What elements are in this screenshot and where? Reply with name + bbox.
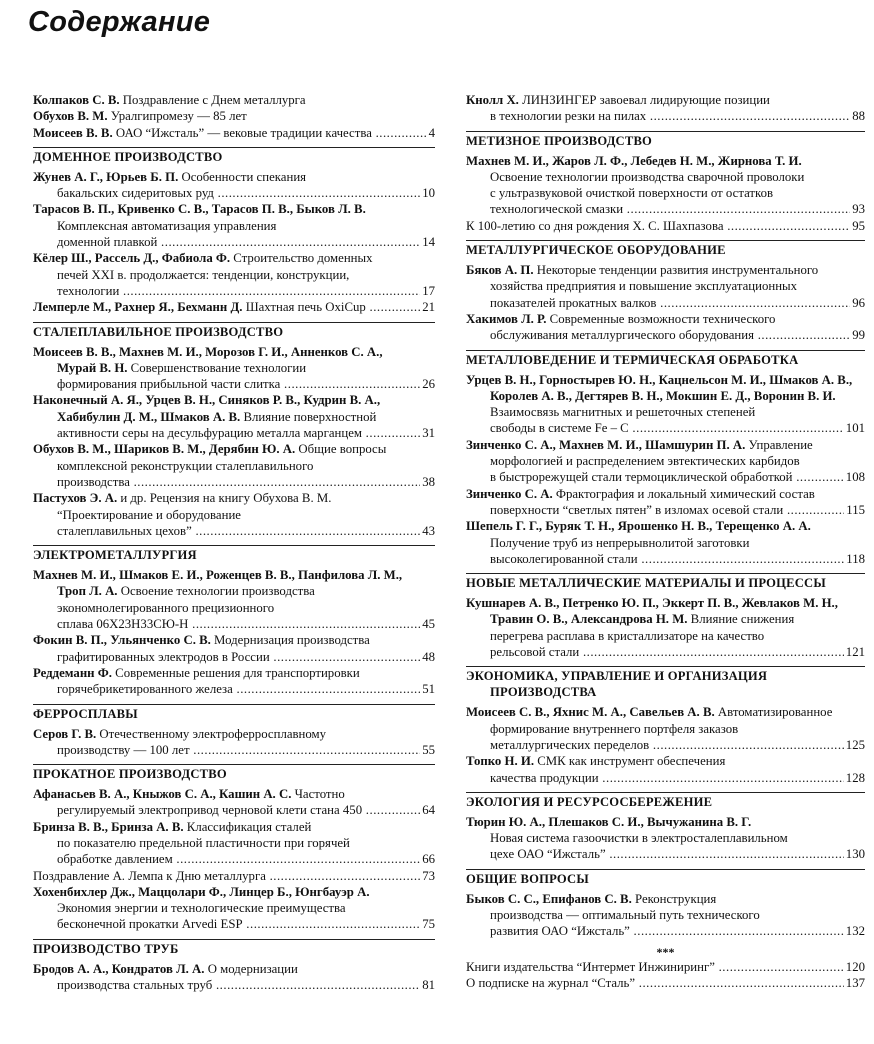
section-heading: ДОМЕННОЕ ПРОИЗВОДСТВО	[33, 149, 223, 164]
toc-line	[33, 523, 435, 539]
section-heading: ФЕРРОСПЛАВЫ	[33, 706, 138, 721]
toc-line	[466, 404, 865, 420]
toc-line	[466, 846, 865, 862]
section-heading: МЕТАЛЛОВЕДЕНИЕ И ТЕРМИЧЕСКАЯ ОБРАБОТКА	[466, 352, 799, 367]
entry-authors: Колпаков С. В.	[33, 93, 120, 107]
entry-authors: Мурай В. Н.	[57, 360, 128, 375]
entry-title: показателей прокатных валков	[490, 295, 657, 310]
entry-title: с ультразвуковой очисткой поверхности от остатков	[490, 186, 774, 201]
entry-title: формирования прибыльной части слитка	[57, 377, 281, 392]
toc-line	[33, 742, 435, 758]
toc-line	[33, 802, 435, 818]
toc-entry[interactable]	[33, 92, 435, 108]
page-number: 130	[845, 847, 865, 862]
section-divider	[466, 131, 865, 132]
entry-authors: Бяков А. П.	[466, 263, 534, 278]
entry-title: Модернизация производства	[210, 633, 370, 648]
entry-authors: Лемперле М., Рахнер Я., Бехманн Д.	[33, 300, 243, 315]
entry-title: ОАО “Ижсталь” — вековые традиции качества	[112, 125, 372, 140]
toc-line	[33, 299, 435, 315]
section-heading: ЭКОНОМИКА, УПРАВЛЕНИЕ И ОРГАНИЗАЦИЯ	[466, 669, 768, 684]
toc-entry[interactable]	[33, 108, 435, 124]
section-divider	[466, 792, 865, 793]
toc-line	[466, 420, 865, 436]
entry-authors: Реддеманн Ф.	[33, 665, 112, 680]
toc-line	[33, 490, 435, 506]
entry-authors: Тюрин Ю. А., Плешаков С. И., Вычужанина В. Г.	[466, 814, 752, 829]
toc-line	[33, 344, 435, 360]
entry-title: Книги издательства “Интермет Инжиниринг”	[466, 959, 715, 974]
toc-line	[33, 218, 435, 234]
entry-title: Совершенствование технологии	[127, 360, 307, 375]
toc-left-column	[33, 92, 435, 993]
toc-line	[466, 108, 865, 124]
toc-line	[466, 218, 865, 234]
toc-line	[466, 907, 865, 923]
section-divider	[33, 545, 435, 546]
entry-authors: Королев А. В., Дегтярев В. Н., Мокшин Е. Д., Воронин В. И.	[490, 388, 836, 403]
toc-line	[466, 437, 865, 453]
toc-right-column	[466, 92, 865, 991]
toc-entry[interactable]	[466, 311, 865, 344]
entry-authors: Фокин В. П., Ульянченко С. В.	[33, 633, 211, 648]
toc-line	[466, 770, 865, 786]
toc-entry[interactable]	[33, 786, 435, 819]
toc-line	[466, 814, 865, 830]
toc-line	[466, 830, 865, 846]
page-number: 73	[422, 868, 435, 883]
separator-stars: ***	[656, 944, 675, 959]
page-number: 10	[422, 186, 435, 201]
toc-line	[466, 704, 865, 720]
entry-authors: Травин О. В., Александрова Н. М.	[490, 612, 688, 627]
toc-entry[interactable]	[466, 704, 865, 753]
toc-entry[interactable]	[466, 262, 865, 311]
section-heading: МЕТАЛЛУРГИЧЕСКОЕ ОБОРУДОВАНИЕ	[466, 243, 726, 258]
toc-line	[33, 977, 435, 993]
toc-line	[466, 372, 865, 388]
page-number: 4	[428, 125, 435, 140]
page-number: 118	[846, 551, 865, 566]
page-number: 81	[422, 978, 435, 993]
toc-line	[33, 507, 435, 523]
entry-title: Некоторые тенденции развития инструментального	[533, 263, 819, 278]
entry-title: Управление	[745, 437, 813, 452]
entry-authors: Тарасов В. П., Кривенко С. В., Тарасов П. В., Быков Л. В.	[33, 202, 366, 217]
toc-line	[33, 900, 435, 916]
entry-title: обслуживания металлургического оборудования	[490, 328, 754, 343]
entry-title: производству — 100 лет	[57, 742, 190, 757]
toc-line	[33, 234, 435, 250]
entry-title: Строительство доменных	[230, 251, 373, 266]
entry-authors: Махнев М. И., Шмаков Е. И., Роженцев В. В., Панфилова Л. М.,	[33, 568, 403, 583]
page-number: 95	[852, 218, 865, 233]
entry-title: Освоение технологии производства сварочной проволоки	[490, 169, 805, 184]
toc-line	[466, 551, 865, 567]
entry-title: технологии	[57, 283, 120, 298]
toc-entry[interactable]	[33, 884, 435, 933]
page-number: 99	[852, 328, 865, 343]
entry-authors: Хохенбихлер Дж., Маццолари Ф., Линцер Б., Юнгбауэр А.	[33, 884, 370, 899]
entry-title: Шахтная печь OxiCup	[242, 300, 366, 315]
toc-entry[interactable]	[466, 975, 865, 991]
section-divider	[33, 322, 435, 323]
toc-line	[466, 737, 865, 753]
toc-line	[33, 632, 435, 648]
entry-title: Классификация сталей	[183, 819, 312, 834]
toc-line	[466, 595, 865, 611]
toc-line	[466, 644, 865, 660]
toc-line	[33, 835, 435, 851]
page-number: 31	[422, 426, 435, 441]
toc-line	[466, 923, 865, 939]
entry-authors: Моисеев С. В., Яхнис М. А., Савельев А. В.	[466, 705, 715, 720]
entry-authors: Шепель Г. Г., Буряк Т. Н., Ярошенко Н. В., Терещенко А. А.	[466, 519, 811, 534]
page-number: 115	[846, 502, 865, 517]
entry-title: технологической смазки	[490, 202, 624, 217]
entry-title: К 100-летию со дня рождения Х. С. Шахпазова	[466, 218, 724, 233]
entry-title: активности серы на десульфурацию металла марганцем	[57, 426, 362, 441]
entry-authors: Обухов В. М., Шариков В. М., Дерябин Ю. А.	[33, 442, 296, 457]
entry-title: сплава 06Х23Н33СЮ-Н	[57, 617, 189, 632]
toc-line	[466, 753, 865, 769]
entry-authors: Серов Г. В.	[33, 726, 97, 741]
section-divider	[466, 869, 865, 870]
toc-entry[interactable]	[33, 819, 435, 868]
entry-authors: Бринза В. В., Бринза А. В.	[33, 819, 184, 834]
toc-line	[33, 819, 435, 835]
page-number: 26	[422, 377, 435, 392]
entry-title: поверхности “светлых пятен” в изломах осевой стали	[490, 502, 784, 517]
entry-authors: Быков С. С., Епифанов С. В.	[466, 891, 632, 906]
entry-title: ЛИНЗИНГЕР завоевал лидирующие позиции	[518, 93, 770, 107]
toc-entry[interactable]	[466, 92, 865, 125]
entry-authors: Кушнарев А. В., Петренко Ю. П., Эккерт П. В., Жевлаков М. Н.,	[466, 596, 838, 611]
toc-line	[33, 360, 435, 376]
toc-entry[interactable]	[33, 632, 435, 665]
toc-line	[33, 961, 435, 977]
entry-authors: Наконечный А. Я., Урцев В. Н., Синяков Р. В., Кудрин В. А.,	[33, 393, 381, 408]
entry-title: Современные решения для транспортировки	[111, 665, 360, 680]
toc-line	[466, 388, 865, 404]
toc-entry[interactable]	[33, 868, 435, 884]
entry-authors: Моисеев В. В., Махнев М. И., Морозов Г. И., Анненков С. А.,	[33, 344, 383, 359]
toc-line	[33, 458, 435, 474]
toc-line	[466, 486, 865, 502]
entry-title: Уралгипромезу — 85 лет	[107, 109, 247, 124]
entry-authors: Топко Н. И.	[466, 754, 535, 769]
entry-title: Особенности спекания	[178, 169, 307, 184]
toc-line	[466, 295, 865, 311]
toc-entry[interactable]	[466, 814, 865, 863]
entry-title: высоколегированной стали	[490, 551, 638, 566]
toc-line	[466, 262, 865, 278]
toc-line	[33, 916, 435, 932]
toc-line	[33, 92, 435, 108]
toc-entry[interactable]	[466, 518, 865, 567]
toc-line	[466, 502, 865, 518]
entry-title: производства	[57, 474, 130, 489]
toc-line	[33, 250, 435, 266]
toc-line	[33, 786, 435, 802]
toc-entry[interactable]	[466, 753, 865, 786]
entry-title: и др. Рецензия на книгу Обухова В. М.	[117, 491, 332, 506]
page-number: 125	[845, 737, 865, 752]
toc-line	[466, 959, 865, 975]
toc-entry[interactable]	[33, 299, 435, 315]
page-number: 75	[422, 917, 435, 932]
entry-title: печей XXI в. продолжается: тенденции, конструкции,	[57, 267, 350, 282]
entry-authors: Афанасьев В. А., Кныжов С. А., Кашин А. С.	[33, 787, 292, 802]
entry-title: Влияние поверхностной	[240, 409, 377, 424]
entry-title: перегрева расплава в кристаллизаторе на качество	[490, 628, 765, 643]
page-number: 48	[422, 649, 435, 664]
section-heading: ОБЩИЕ ВОПРОСЫ	[466, 871, 589, 886]
entry-title: бесконечной прокатки Arvedi ESP	[57, 917, 243, 932]
toc-line	[33, 649, 435, 665]
toc-entry[interactable]	[33, 250, 435, 299]
toc-entry[interactable]	[33, 392, 435, 441]
entry-title: хозяйства предприятия и повышение эксплуатационных	[490, 279, 798, 294]
toc-line	[466, 721, 865, 737]
toc-line	[466, 469, 865, 485]
entry-authors: Бродов А. А., Кондратов Л. А.	[33, 961, 205, 976]
entry-title: качества продукции	[490, 770, 599, 785]
toc-entry[interactable]	[33, 490, 435, 539]
section-divider	[466, 240, 865, 241]
entry-title: Влияние снижения	[687, 612, 795, 627]
toc-line	[33, 392, 435, 408]
toc-entry[interactable]	[33, 169, 435, 202]
entry-title: бакальских сидеритовых руд	[57, 186, 214, 201]
entry-title: комплексной реконструкции сталеплавильного	[57, 458, 314, 473]
entry-title: доменной плавкой	[57, 235, 158, 250]
section-divider	[33, 939, 435, 940]
page-number: 66	[422, 852, 435, 867]
section-divider	[33, 764, 435, 765]
toc-entry[interactable]	[466, 891, 865, 940]
toc-line	[466, 278, 865, 294]
entry-title: Фрактография и локальный химический состав	[552, 486, 815, 501]
section-heading: ЭКОЛОГИЯ И РЕСУРСОСБЕРЕЖЕНИЕ	[466, 794, 713, 809]
entry-title: горячебрикетированного железа	[57, 682, 233, 697]
toc-entry[interactable]	[466, 959, 865, 975]
entry-title: Поздравление с Днем металлурга	[119, 93, 306, 107]
toc-line	[466, 92, 865, 108]
entry-title: производства — оптимальный путь технического	[490, 907, 760, 922]
toc-line	[466, 518, 865, 534]
entry-title: Освоение технологии производства	[117, 584, 315, 599]
entry-authors: Зинченко С. А.	[466, 486, 553, 501]
section-divider	[466, 573, 865, 574]
toc-line	[33, 425, 435, 441]
entry-title: формирование внутреннего портфеля заказов	[490, 721, 739, 736]
toc-line	[33, 616, 435, 632]
section-divider	[33, 704, 435, 705]
toc-line	[466, 169, 865, 185]
toc-line	[33, 441, 435, 457]
entry-title: Новая система газоочистки в электросталеплавильном	[490, 831, 788, 846]
toc-line	[33, 726, 435, 742]
section-heading: СТАЛЕПЛАВИЛЬНОЕ ПРОИЗВОДСТВО	[33, 324, 284, 339]
entry-title: СМК как инструмент обеспечения	[534, 754, 726, 769]
entry-title: О подписке на журнал “Сталь”	[466, 975, 636, 990]
toc-entry[interactable]	[33, 344, 435, 393]
page-number: 64	[422, 803, 435, 818]
toc-line	[33, 665, 435, 681]
toc-line	[466, 311, 865, 327]
entry-title: “Проектирование и оборудование	[57, 507, 241, 522]
page-number: 121	[845, 645, 865, 660]
entry-authors: Жунев А. Г., Юрьев Б. П.	[33, 169, 179, 184]
toc-entry[interactable]	[33, 125, 435, 141]
toc-entry[interactable]	[33, 726, 435, 759]
page-number: 137	[845, 975, 865, 990]
entry-title: графитированных электродов в России	[57, 649, 270, 664]
page-number: 128	[845, 770, 865, 785]
toc-line	[466, 611, 865, 627]
entry-title: экономнолегированного прецизионного	[57, 600, 275, 615]
toc-entry[interactable]	[33, 441, 435, 490]
entry-authors: Обухов В. М.	[33, 109, 108, 124]
toc-line	[33, 201, 435, 217]
page-number: 45	[422, 617, 435, 632]
toc-line	[466, 327, 865, 343]
toc-entry[interactable]	[33, 567, 435, 632]
entry-authors: Кнолл Х.	[466, 93, 519, 107]
toc-line	[466, 891, 865, 907]
toc-line	[33, 169, 435, 185]
page-number: 101	[845, 421, 865, 436]
entry-authors: Хакимов Л. Р.	[466, 311, 547, 326]
entry-title: морфологией и распределением эвтектических карбидов	[490, 454, 800, 469]
entry-title: Комплексная автоматизация управления	[57, 218, 277, 233]
entry-title: обработке давлением	[57, 852, 173, 867]
section-heading: ПРОКАТНОЕ ПРОИЗВОДСТВО	[33, 767, 227, 782]
entry-title: Общие вопросы	[295, 442, 387, 457]
entry-title: Реконструкция	[631, 891, 717, 906]
toc-line	[33, 567, 435, 583]
toc-line	[33, 409, 435, 425]
entry-title: в быстрорежущей стали термоциклической обработкой	[490, 470, 793, 485]
toc-line	[33, 600, 435, 616]
toc-line	[33, 108, 435, 124]
entry-title: металлургических переделов	[490, 737, 650, 752]
toc-line	[466, 453, 865, 469]
toc-entry[interactable]	[466, 153, 865, 218]
toc-line	[33, 185, 435, 201]
entry-title: Взаимосвязь магнитных и решеточных степеней	[490, 405, 756, 420]
entry-title: Отечественному электроферросплавному	[96, 726, 327, 741]
toc-line	[466, 628, 865, 644]
entry-authors: Хабибулин Д. М., Шмаков А. В.	[57, 409, 241, 424]
entry-title: развития ОАО “Ижсталь”	[490, 924, 630, 939]
toc-line	[466, 153, 865, 169]
page-number: 108	[845, 470, 865, 485]
page-number: 51	[422, 682, 435, 697]
entry-authors: Моисеев В. В.	[33, 125, 113, 140]
page-number: 43	[422, 523, 435, 538]
toc-entry[interactable]	[33, 201, 435, 250]
toc-entry[interactable]	[33, 961, 435, 994]
entry-title: по показателю предельной пластичности при горячей	[57, 835, 350, 850]
entry-title: Экономия энергии и технологические преимущества	[57, 901, 346, 916]
toc-entry[interactable]	[466, 372, 865, 437]
page-number: 120	[845, 959, 865, 974]
entry-title: регулируемый электропривод черновой клети стана 450	[57, 803, 363, 818]
entry-authors: Урцев В. Н., Горностырев Ю. Н., Кацнельсон М. И., Шмаков А. В.,	[466, 372, 853, 387]
toc-line	[33, 283, 435, 299]
entry-title: рельсовой стали	[490, 645, 580, 660]
entry-title: Получение труб из непрерывнолитой заготовки	[490, 535, 750, 550]
toc-line	[466, 975, 865, 991]
toc-line	[33, 125, 435, 141]
toc-entry[interactable]	[466, 437, 865, 486]
toc-line	[33, 474, 435, 490]
page-number: 21	[422, 300, 435, 315]
section-heading: ПРОИЗВОДСТВО ТРУБ	[33, 941, 179, 956]
entry-authors: Пастухов Э. А.	[33, 491, 118, 506]
toc-line	[466, 535, 865, 551]
toc-line	[33, 267, 435, 283]
section-heading: НОВЫЕ МЕТАЛЛИЧЕСКИЕ МАТЕРИАЛЫ И ПРОЦЕССЫ	[466, 576, 826, 591]
entry-title: цехе ОАО “Ижсталь”	[490, 847, 606, 862]
entry-authors: Кёлер Ш., Рассель Д., Фабиола Ф.	[33, 251, 231, 266]
page-number: 93	[852, 202, 865, 217]
toc-line	[33, 583, 435, 599]
section-divider	[33, 147, 435, 148]
page-number: 38	[422, 474, 435, 489]
entry-title: сталеплавильных цехов”	[57, 523, 192, 538]
entry-title: производства стальных труб	[57, 978, 213, 993]
entry-title: Поздравление А. Лемпа к Дню металлурга	[33, 868, 266, 883]
toc-entry[interactable]	[466, 486, 865, 519]
toc-line	[33, 884, 435, 900]
section-heading: МЕТИЗНОЕ ПРОИЗВОДСТВО	[466, 133, 653, 148]
section-heading: ЭЛЕКТРОМЕТАЛЛУРГИЯ	[33, 548, 197, 563]
page-number: 96	[852, 295, 865, 310]
page-number: 55	[422, 742, 435, 757]
toc-entry[interactable]	[33, 665, 435, 698]
section-divider	[466, 666, 865, 667]
entry-title: Частотно	[291, 787, 345, 802]
page-number: 88	[852, 109, 865, 124]
entry-authors: Зинченко С. А., Махнев М. И., Шамшурин П. А.	[466, 437, 746, 452]
entry-title: Современные возможности технического	[546, 311, 776, 326]
toc-line	[466, 201, 865, 217]
toc-line	[33, 868, 435, 884]
entry-title: Автоматизированное	[714, 705, 833, 720]
section-heading-cont: ПРОИЗВОДСТВА	[490, 685, 597, 700]
page-title: Содержание	[28, 6, 211, 38]
toc-line	[33, 376, 435, 392]
toc-line	[33, 681, 435, 697]
entry-title: О модернизации	[204, 961, 298, 976]
section-divider	[466, 350, 865, 351]
page-number: 17	[422, 283, 435, 298]
page-number: 132	[845, 924, 865, 939]
toc-line	[466, 185, 865, 201]
toc-line	[33, 851, 435, 867]
toc-entry[interactable]	[466, 595, 865, 660]
toc-entry[interactable]	[466, 218, 865, 234]
entry-title: свободы в системе Fe – C	[490, 421, 629, 436]
entry-authors: Троп Л. А.	[57, 584, 118, 599]
page-number: 14	[422, 235, 435, 250]
entry-title: в технологии резки на пилах	[490, 109, 647, 124]
entry-authors: Махнев М. И., Жаров Л. Ф., Лебедев Н. М., Жирнова Т. И.	[466, 153, 802, 168]
